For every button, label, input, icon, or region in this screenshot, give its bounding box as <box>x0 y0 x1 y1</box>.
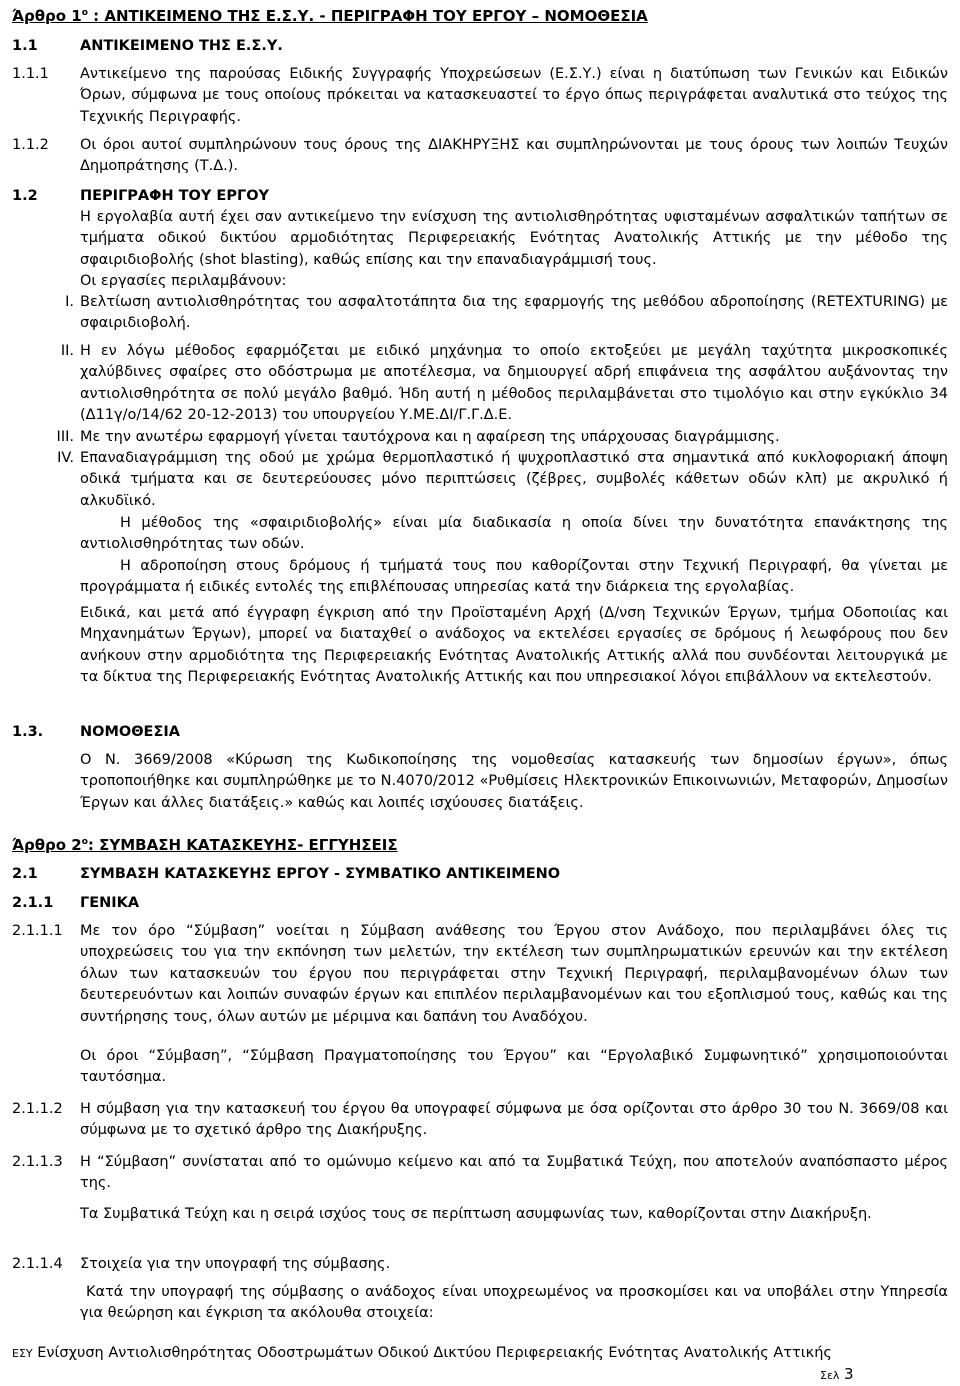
section-number: 2.1 <box>12 866 38 882</box>
page-num: 3 <box>844 1365 854 1383</box>
paragraph: Στοιχεία για την υπογραφή της σύμβασης. <box>80 1256 391 1272</box>
paragraph: Η μέθοδος της «σφαιριδιοβολής» είναι μία διαδικασία η οποία δίνει την δυνατότητα επανάκτησης της αντιολισθηρότητας των οδών. <box>80 515 948 553</box>
section-number: 2.1.1.4 <box>12 1256 63 1272</box>
section-number: 2.1.1.1 <box>12 923 63 939</box>
list-item: Βελτίωση αντιολισθηρότητας του ασφαλτοτάπητα δια της εφαρμογής της μεθόδου αδροποίησης (RETEXTURING) με σφαιριδιοβολή. <box>80 294 948 332</box>
list-item-number: IV. <box>57 450 74 466</box>
list-item: Επαναδιαγράμμιση της οδού με χρώμα θερμοπλαστικό ή ψυχροπλαστικό στα σημαντικά από κυκλοφοριακή άποψη οδικά τμήματα και σε δευτερεύουσες μόνο περιπτώσεις (ζέβρες, συμβολές κάθετων οδών κλπ) με ακρυλικό ή αλκυδϊικό. <box>80 450 948 509</box>
paragraph: Οι όροι “Σύμβαση”, “Σύμβαση Πραγματοποίησης του Έργου” και “Εργολαβικό Συμφωνητικό” χρησιμοποιούνται ταυτόσημα. <box>80 1048 948 1086</box>
paragraph: Ο Ν. 3669/2008 «Κύρωση της Κωδικοποίησης της νομοθεσίας κατασκευής των δημοσίων έργων», όπως τροποποιήθηκε και συμπληρώθηκε με το Ν.4070/2012 «Ρυθμίσεις Ηλεκτρονικών Επικοινωνιών, Μεταφορών, Δημοσίων Έργων και άλλες διατάξεις.» καθώς και λοιπές ισχύουσες διατάξεις. <box>80 752 948 811</box>
section-title: ΝΟΜΟΘΕΣΙΑ <box>80 724 180 740</box>
paragraph: Η “Σύμβαση” συνίσταται από το ομώνυμο κείμενο και από τα Συμβατικά Τεύχη, που αποτελούν αναπόσπαστο μέρος της. <box>80 1154 948 1192</box>
section-title: ΑΝΤΙΚΕΙΜΕΝΟ ΤΗΣ Ε.Σ.Υ. <box>80 38 283 54</box>
section-number: 2.1.1.3 <box>12 1154 63 1170</box>
page-label: Σελ <box>820 1369 840 1382</box>
section-title: ΣΥΜΒΑΣΗ ΚΑΤΑΣΚΕΥΗΣ ΕΡΓΟΥ - ΣΥΜΒΑΤΙΚΟ ΑΝΤΙΚΕΙΜΕΝΟ <box>80 866 561 882</box>
paragraph: Τα Συμβατικά Τεύχη και η σειρά ισχύος τους σε περίπτωση ασυμφωνίας των, καθορίζονται στην Διακήρυξη. <box>80 1206 872 1222</box>
paragraph: Οι εργασίες περιλαμβάνουν: <box>80 273 287 289</box>
paragraph: Η σύμβαση για την κατασκευή του έργου θα υπογραφεί σύμφωνα με όσα ορίζονται στο άρθρο 30 του Ν. 3669/08 και σύμφωνα με το σχετικό άρθρο της Διακήρυξης. <box>80 1101 948 1139</box>
section-number: 1.1.2 <box>12 137 49 153</box>
paragraph: Με τον όρο “Σύμβαση” νοείται η Σύμβαση ανάθεσης του Έργου στον Ανάδοχο, που περιλαμβάνει όλες τις υποχρεώσεις του για την εκπόνηση των μελετών, την εκτέλεση των συμπληρωματικών ερευνών και την εκτέλεση όλων των κατασκευών του έργου που περιγράφεται στην Τεχνική Περιγραφή, περιλαμβανομένων όλων των δευτερευόντων και λοιπών συναφών έργων και επιπλέον περιλαμβανομένων και του εξοπλισμού τους, καθώς και της συντήρησης τους, όλων αυτών με μέριμνα και δαπάνη του Αναδόχου. <box>80 923 948 1025</box>
paragraph: Η αδρoποίηση στους δρόμους ή τμήματά τους που καθορίζονται στην Τεχνική Περιγραφή, θα γίνεται με προγράμματα ή ειδικές εντολές της επιβλέπουσας υπηρεσίας κατά την διάρκεια της εργολαβίας. <box>80 558 948 596</box>
paragraph: Αντικείμενο της παρούσας Ειδικής Συγγραφής Υποχρεώσεων (Ε.Σ.Υ.) είναι η διατύπωση των Γενικών και Ειδικών Όρων, σύμφωνα με τους οποίους πρόκειται να κατασκευαστεί το έργο όπως περιγράφεται αναλυτικά στο τεύχος της Τεχνικής Περιγραφής. <box>80 66 948 125</box>
list-item: Με την ανωτέρω εφαρμογή γίνεται ταυτόχρονα και η αφαίρεση της υπάρχουσας διαγράμμισης. <box>80 429 780 445</box>
section-number: 2.1.1.2 <box>12 1101 63 1117</box>
footer-code: ΕΣΥ <box>12 1347 33 1360</box>
section-number: 1.2 <box>12 188 38 204</box>
section-number: 1.3. <box>12 724 44 740</box>
paragraph: Οι όροι αυτοί συμπληρώνουν τους όρους της ΔΙΑΚΗΡΥΞΗΣ και συμπληρώνονται με τους όρους των λοιπών Τευχών Δημοπράτησης (Τ.Δ.). <box>80 137 948 175</box>
page-number <box>820 1364 854 1386</box>
section-title: ΓΕΝΙΚΑ <box>80 895 140 911</box>
footer <box>12 1343 832 1364</box>
paragraph: Η εργολαβία αυτή έχει σαν αντικείμενο την ενίσχυση της αντιολισθηρότητας υφισταμένων ασφαλτικών ταπήτων σε τμήματα οδικού δικτύου αρμοδιότητας Περιφερειακής Ενότητας Ανατολικής Αττικής με την μέθοδο της σφαιριδιοβολής (shot blasting), καθώς επίσης και την επαναδιαγράμμισή τους. <box>80 209 948 268</box>
section-number: 1.1 <box>12 38 38 54</box>
list-item-number: II. <box>60 343 74 359</box>
list-item: Η εν λόγω μέθοδος εφαρμόζεται με ειδικό μηχάνημα το οποίο εκτοξεύει με μεγάλη ταχύτητα μικροσκοπικές χαλύβδινες σφαίρες στο οδόστρωμα με αποτέλεσμα, να δημιουργεί αδρή επιφάνεια της ασφάλτου αυξάνοντας την αντιολισθηρότητα σε πολύ μεγάλο βαθμό. Ήδη αυτή η μέθοδος περιλαμβάνεται στο τιμολόγιο και στην εγκύκλιο 34 (Δ11γ/ο/14/62 20-12-2013) του υπουργείου Υ.ΜΕ.ΔΙ/Γ.Γ.Δ.Ε. <box>80 343 948 424</box>
list-item-number: III. <box>56 429 74 445</box>
list-item-number: I. <box>65 294 74 310</box>
article-2-heading: Άρθρο $2^o$: ΣΥΜΒΑΣΗ ΚΑΤΑΣΚΕΥΗΣ- ΕΓΓΥΗΣΕΙΣ <box>12 836 398 854</box>
section-number: 2.1.1 <box>12 895 54 911</box>
section-title: ΠΕΡΙΓΡΑΦΗ ΤΟΥ ΕΡΓΟΥ <box>80 188 270 204</box>
paragraph: Κατά την υπογραφή της σύμβασης ο ανάδοχος είναι υποχρεωμένος να προσκομίσει και να υποβάλει στην Υπηρεσία για θεώρηση και έγκριση τα ακόλουθα στοιχεία: <box>80 1284 948 1322</box>
section-number: 1.1.1 <box>12 66 49 82</box>
article-1-heading: Άρθρο $1^o$ : ΑΝΤΙΚΕΙΜΕΝΟ ΤΗΣ Ε.Σ.Υ. - ΠΕΡΙΓΡΑΦΗ ΤΟΥ ΕΡΓΟΥ – ΝΟΜΟΘΕΣΙΑ <box>12 7 648 25</box>
footer-title: Ενίσχυση Αντιολισθηρότητας Οδοστρωμάτων Οδικού Δικτύου Περιφερειακής Ενότητας Ανατολικής Αττικής <box>37 1345 832 1361</box>
paragraph: Ειδικά, και μετά από έγγραφη έγκριση από την Προϊσταμένη Αρχή (Δ/νση Τεχνικών Έργων, τμήμα Οδοποιίας και Μηχανημάτων Έργων), μπορεί να διαταχθεί ο ανάδοχος να εκτελέσει εργασίες σε δρόμους ή λεωφόρους που δεν ανήκουν στην αρμοδιότητα της Περιφερειακής Ενότητας Ανατολικής Αττικής αλλά που συνδέονται λειτουργικά με τα δίκτυα της Περιφερειακής Ενότητας Ανατολικής Αττικής και που υπηρεσιακοί λόγοι επιβάλλουν να εκτελεστούν. <box>80 605 948 686</box>
